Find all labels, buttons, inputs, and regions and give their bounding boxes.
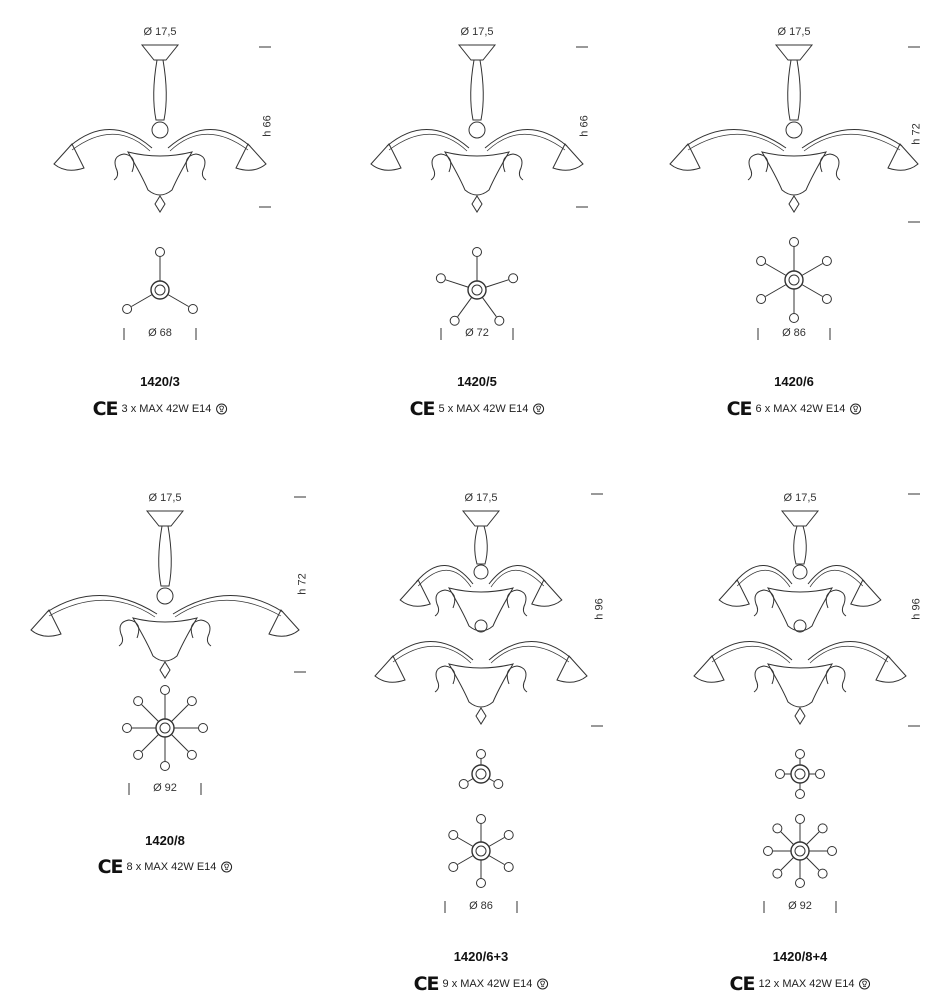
footprint-hub (791, 765, 809, 783)
tulip-shade (694, 656, 724, 682)
tulip-shade (31, 610, 61, 636)
footprint-hub-inner (472, 285, 482, 295)
footprint-arm (806, 832, 819, 845)
footprint-hub-inner (789, 275, 799, 285)
central-bowl (762, 152, 826, 195)
footprint-hub (791, 842, 809, 860)
tulip-shade (54, 144, 84, 170)
footprint-hub-inner (476, 769, 486, 779)
decorative-scroll (748, 154, 768, 180)
glass-sphere (152, 122, 168, 138)
glass-sphere (469, 122, 485, 138)
footprint-hub-inner (160, 723, 170, 733)
central-bowl (128, 152, 192, 195)
lamp-spec-text: 8 x MAX 42W E14 (126, 861, 217, 873)
footprint-lamp (504, 831, 513, 840)
height-label: h 66 (578, 115, 591, 137)
footprint-hub-inner (476, 846, 486, 856)
chandelier-arm (168, 129, 250, 148)
footprint-diameter-label: Ø 86 (469, 900, 493, 912)
footprint-lamp (796, 879, 805, 888)
tulip-shade (557, 656, 587, 682)
footprint-lamp (477, 750, 486, 759)
glass-sphere (157, 588, 173, 604)
product-cell (634, 466, 932, 1000)
arm-footprint-plan (449, 815, 513, 888)
footprint-hub (151, 281, 169, 299)
tulip-shade (236, 144, 266, 170)
glass-sphere (794, 620, 806, 632)
footprint-arm (781, 857, 794, 870)
height-label: h 66 (261, 115, 274, 137)
decorative-scroll (507, 666, 527, 692)
footprint-lamp (477, 879, 486, 888)
footprint-lamp (495, 316, 504, 325)
chandelier-arm (489, 641, 571, 660)
tulip-shade (670, 144, 700, 170)
central-bowl (768, 588, 832, 631)
glass-stem (788, 60, 801, 120)
footprint-arm (781, 832, 794, 845)
technical-drawing (317, 466, 627, 1000)
footprint-arm (446, 280, 469, 287)
chandelier-arm (416, 565, 473, 584)
chandelier-arm (808, 641, 890, 660)
bottom-finial (160, 662, 170, 678)
footprint-diameter-label: Ø 92 (788, 900, 812, 912)
bulb-icon (532, 403, 544, 415)
footprint-arm (458, 297, 472, 316)
footprint-lamp (449, 831, 458, 840)
footprint-lamp (459, 780, 468, 789)
tulip-shade (269, 610, 299, 636)
central-bowl (768, 664, 832, 707)
decorative-scroll (754, 590, 774, 616)
technical-drawing (0, 0, 310, 534)
glass-stem (471, 60, 484, 120)
ce-mark-icon: CE (92, 398, 118, 420)
footprint-lamp (828, 847, 837, 856)
glass-stem (154, 60, 167, 120)
decorative-scroll (507, 590, 527, 616)
bottom-finial (476, 708, 486, 724)
technical-drawing (634, 0, 932, 534)
lamp-spec-row (93, 398, 228, 420)
decorative-scroll (754, 666, 774, 692)
footprint-hub (472, 765, 490, 783)
arm-footprint-plan (757, 238, 832, 323)
glass-sphere (475, 620, 487, 632)
footprint-lamp (187, 750, 196, 759)
glass-stem (475, 526, 488, 564)
chandelier-arm (802, 129, 902, 148)
chandelier-arm (173, 595, 283, 614)
footprint-lamp (199, 724, 208, 733)
tulip-shade (375, 656, 405, 682)
footprint-lamp (796, 790, 805, 799)
ceiling-canopy (782, 511, 818, 526)
footprint-lamp (796, 815, 805, 824)
footprint-diameter-label: Ø 92 (153, 782, 177, 794)
decorative-scroll (435, 590, 455, 616)
footprint-lamp (436, 274, 445, 283)
ceiling-canopy (142, 45, 178, 60)
bulb-icon (849, 403, 861, 415)
arm-footprint-plan (459, 750, 503, 789)
footprint-lamp (822, 295, 831, 304)
tulip-shade (400, 580, 430, 606)
top-diameter-label: Ø 17,5 (460, 26, 494, 38)
ceiling-canopy (147, 511, 183, 526)
top-diameter-label: Ø 17,5 (777, 26, 811, 38)
chandelier-arm (387, 129, 469, 148)
tulip-shade (888, 144, 918, 170)
footprint-lamp (776, 770, 785, 779)
footprint-lamp (504, 863, 513, 872)
chandelier-arm (489, 565, 546, 584)
decorative-scroll (820, 154, 840, 180)
decorative-scroll (191, 620, 211, 646)
product-cell (317, 0, 627, 534)
footprint-arm (806, 857, 819, 870)
top-diameter-label: Ø 17,5 (464, 492, 498, 504)
ce-mark-icon: CE (97, 856, 123, 878)
footprint-arm (458, 838, 474, 847)
bottom-finial (472, 196, 482, 212)
tulip-shade (532, 580, 562, 606)
central-bowl (449, 588, 513, 631)
footprint-lamp (134, 697, 143, 706)
chandelier-arm (391, 641, 473, 660)
arm-footprint-plan (123, 248, 198, 314)
glass-sphere (793, 565, 807, 579)
footprint-hub (785, 271, 803, 289)
footprint-lamp (764, 847, 773, 856)
footprint-arm (765, 285, 786, 297)
product-cell (0, 466, 310, 1000)
top-diameter-label: Ø 17,5 (783, 492, 817, 504)
footprint-arm (802, 285, 823, 297)
footprint-diameter-label: Ø 68 (148, 327, 172, 339)
footprint-arm (168, 295, 189, 307)
tulip-shade (851, 580, 881, 606)
arm-footprint-plan (436, 248, 517, 326)
footprint-lamp (818, 824, 827, 833)
footprint-lamp (450, 316, 459, 325)
chandelier-arm (485, 129, 567, 148)
footprint-lamp (790, 238, 799, 247)
bottom-finial (795, 708, 805, 724)
product-cell (634, 0, 932, 534)
footprint-arm (458, 856, 474, 865)
lamp-spec-text: 3 x MAX 42W E14 (121, 403, 212, 415)
footprint-lamp (494, 780, 503, 789)
footprint-arm (171, 734, 188, 751)
bottom-finial (789, 196, 799, 212)
footprint-arm (486, 280, 509, 287)
footprint-lamp (161, 762, 170, 771)
lamp-spec-row (98, 856, 233, 878)
footprint-hub-inner (155, 285, 165, 295)
footprint-lamp (509, 274, 518, 283)
tulip-shade (371, 144, 401, 170)
glass-sphere (474, 565, 488, 579)
model-number: 1420/6+3 (453, 949, 509, 964)
lamp-spec-row (410, 398, 545, 420)
chandelier-elevation (670, 45, 918, 212)
technical-drawing (317, 0, 627, 534)
height-label: h 96 (910, 598, 923, 620)
footprint-lamp (822, 257, 831, 266)
footprint-lamp (188, 305, 197, 314)
chandelier-arm (70, 129, 152, 148)
tulip-shade (876, 656, 906, 682)
decorative-scroll (114, 154, 134, 180)
model-number: 1420/5 (457, 374, 497, 389)
chandelier-elevation (31, 511, 299, 678)
chandelier-elevation (54, 45, 266, 212)
model-number: 1420/6 (774, 374, 814, 389)
tulip-shade (719, 580, 749, 606)
arm-footprint-plan (764, 815, 837, 888)
footprint-lamp (773, 869, 782, 878)
footprint-lamp (156, 248, 165, 257)
technical-drawing (634, 466, 932, 1000)
footprint-lamp (123, 305, 132, 314)
technical-drawing (0, 466, 310, 1000)
ceiling-canopy (463, 511, 499, 526)
footprint-arm (468, 779, 473, 782)
footprint-hub (472, 842, 490, 860)
height-label: h 72 (910, 122, 923, 145)
footprint-arm (171, 705, 188, 722)
glass-sphere (786, 122, 802, 138)
footprint-hub-inner (795, 769, 805, 779)
height-label: h 96 (593, 598, 606, 620)
chandelier-arm (808, 565, 865, 584)
footprint-lamp (757, 295, 766, 304)
model-number: 1420/8 (145, 833, 185, 848)
ceiling-canopy (776, 45, 812, 60)
top-diameter-label: Ø 17,5 (148, 492, 182, 504)
model-number: 1420/3 (140, 374, 180, 389)
chandelier-arm (47, 595, 157, 614)
lamp-spec-text: 12 x MAX 42W E14 (758, 978, 855, 990)
chandelier-arm (686, 129, 786, 148)
footprint-lamp (773, 824, 782, 833)
footprint-lamp (161, 686, 170, 695)
chandelier-elevation (371, 45, 583, 212)
ceiling-canopy (459, 45, 495, 60)
decorative-scroll (826, 666, 846, 692)
chandelier-arm (735, 565, 792, 584)
footprint-lamp (818, 869, 827, 878)
chandelier-arm (710, 641, 792, 660)
footprint-arm (489, 856, 505, 865)
ce-mark-icon: CE (409, 398, 435, 420)
lamp-spec-text: 6 x MAX 42W E14 (755, 403, 846, 415)
footprint-arm (131, 295, 152, 307)
footprint-lamp (796, 750, 805, 759)
ce-mark-icon: CE (413, 973, 439, 995)
arm-footprint-plan (123, 686, 208, 771)
footprint-lamp (477, 815, 486, 824)
footprint-lamp (123, 724, 132, 733)
decorative-scroll (186, 154, 206, 180)
ce-mark-icon: CE (729, 973, 755, 995)
model-number: 1420/8+4 (772, 949, 828, 964)
tulip-shade (553, 144, 583, 170)
product-cell (0, 0, 310, 534)
decorative-scroll (431, 154, 451, 180)
footprint-lamp (187, 697, 196, 706)
footprint-arm (142, 734, 159, 751)
footprint-diameter-label: Ø 86 (782, 327, 806, 339)
decorative-scroll (826, 590, 846, 616)
glass-stem (794, 526, 807, 564)
bulb-icon (215, 403, 227, 415)
chandelier-elevation (694, 511, 906, 724)
central-bowl (449, 664, 513, 707)
arm-footprint-plan (776, 750, 825, 799)
bulb-icon (858, 978, 870, 990)
top-diameter-label: Ø 17,5 (143, 26, 177, 38)
decorative-scroll (119, 620, 139, 646)
height-label: h 72 (296, 572, 309, 595)
bottom-finial (155, 196, 165, 212)
central-bowl (133, 618, 197, 661)
lamp-spec-text: 9 x MAX 42W E14 (442, 978, 533, 990)
footprint-arm (802, 264, 823, 276)
footprint-arm (482, 297, 496, 316)
footprint-arm (142, 705, 159, 722)
footprint-hub (468, 281, 486, 299)
lamp-spec-row (727, 398, 862, 420)
chandelier-elevation (375, 511, 587, 724)
footprint-hub (156, 719, 174, 737)
decorative-scroll (503, 154, 523, 180)
footprint-lamp (816, 770, 825, 779)
footprint-diameter-label: Ø 72 (465, 327, 489, 339)
footprint-hub-inner (795, 846, 805, 856)
product-cell (317, 466, 627, 1000)
ce-mark-icon: CE (726, 398, 752, 420)
lamp-spec-row (414, 973, 549, 995)
footprint-lamp (790, 314, 799, 323)
footprint-lamp (449, 863, 458, 872)
decorative-scroll (435, 666, 455, 692)
lamp-spec-text: 5 x MAX 42W E14 (438, 403, 529, 415)
footprint-arm (489, 838, 505, 847)
lamp-spec-row (730, 973, 871, 995)
footprint-arm (765, 264, 786, 276)
footprint-lamp (134, 750, 143, 759)
footprint-lamp (473, 248, 482, 257)
bulb-icon (220, 861, 232, 873)
bulb-icon (536, 978, 548, 990)
central-bowl (445, 152, 509, 195)
footprint-lamp (757, 257, 766, 266)
glass-stem (159, 526, 172, 586)
footprint-arm (489, 779, 494, 782)
